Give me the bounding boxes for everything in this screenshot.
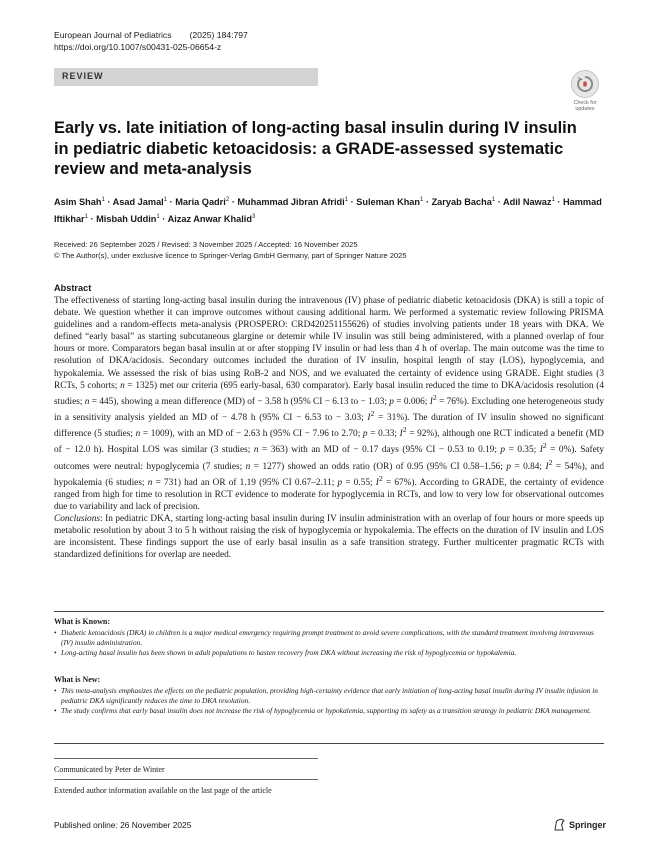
author-name[interactable]: Zaryab Bacha$^1$ [431,197,496,208]
footnote-rule [54,758,318,759]
author-name[interactable]: Maria Qadri$^2$ [175,197,230,208]
box-list-text: The study confirms that early basal insulin does not increase the risk of hypoglycemia or hypokalemia, supporting its safety as a transition strategy in pediatric DKA management. [61,706,592,715]
what-is-new-list [54,686,599,717]
abstract-conclusions [54,513,604,561]
author-name[interactable]: Muhammad Jibran Afridi$^1$ [237,197,349,208]
abstract-heading: Abstract [54,283,92,293]
author-name[interactable]: Asim Shah$^1$ [54,197,105,208]
check-for-updates-label: Check for updates [573,100,597,112]
bullet: • [54,628,57,637]
footnote-rule-2 [54,779,318,780]
box-list-item [54,648,599,658]
author-name[interactable]: Misbah Uddin$^1$ [96,214,160,225]
abstract-text: The effectiveness of starting long-acting basal insulin during the intravenous (IV) phase of pediatric diabetic ketoacidosis (DKA) is still a topic of debate. We question whether it can improve outcomes without causing additional harm. We performed a systematic review following PRISMA guidelines and a random-effects meta-analysis (PROSPERO: CRD420251155626) of studies involving patients under 18 years with DKA. We defined “early basal” as starting subcutaneous glargine or detemir while IV insulin was still being administered, with a planned overlap of four hours or more. Comparators began basal insulin at or after stopping IV insulin or had less than 4 h of overlap. The main outcome was the time to resolution of DKA/acidosis. Secondary outcomes included the duration of IV insulin, hospital length of stay (LOS), hypoglycemia, and hypokalemia. We assessed the risk of bias using RoB-2 and NOS, and we evaluated the certainty of evidence using GRADE. Eight studies (3 RCTs, 5 cohorts; n = 1325) met our criteria (695 early-basal, 630 comparator). Early basal insulin reduced the time to DKA/acidosis resolution (4 studies; n = 445), showing a mean difference (MD) of − 3.58 h (95% CI − 6.13 to − 1.03; p = 0.006; $I^2 = 76\%$). Excluding one heterogeneous study in a sensitivity analysis yielded an MD of − 4.78 h (95% CI − 6.53 to − 3.03; $I^2 = 31\%$). The duration of IV insulin showed no significant difference (5 studies; n = 1009), with an MD of − 2.63 h (95% CI − 7.96 to 2.70; p = 0.33; $I^2 = 92\%$), although one RCT indicated a benefit (MD of − 12.0 h). Hospital LOS was similar (3 studies; n = 363) with an MD of − 0.17 days (95% CI − 0.53 to 0.19; p = 0.35; $I^2 = 0\%$). Safety outcomes were neutral: hypoglycemia (7 studies; n = 1277) showed an odds ratio (OR) of 0.95 (95% CI 0.58–1.56; p = 0.84; $I^2 = 54\%$), and hypokalemia (6 studies; n = 731) had an OR of 1.19 (95% CI 0.67–2.11; p = 0.55; $I^2 = 67\%$). According to GRADE, the certainty of evidence ranged from high for time to resolution in RCT evidence to moderate for hypoglycemia in RCTs, and low to very low for observational outcomes due to variability and lack of precision. [54,296,604,512]
author-affiliation-mark: 1 [491,197,496,203]
author-affiliation-mark: 2 [225,197,230,203]
box-list-item [54,686,599,705]
journal-issue: (2025) 184:797 [189,30,248,40]
communicated-by: Communicated by Peter de Winter [54,765,165,774]
springer-horse-icon [553,818,566,831]
publisher-name: Springer [569,819,607,830]
journal-header [54,30,248,53]
bullet: • [54,706,57,715]
what-is-known-heading: What is Known: [54,617,111,626]
author-name[interactable]: Adil Nawaz$^1$ [503,197,555,208]
author-name[interactable]: Suleman Khan$^1$ [356,197,424,208]
author-name[interactable]: Asad Jamal$^1$ [112,197,168,208]
author-affiliation-mark: 1 [551,197,555,203]
author-affiliation-mark: 1 [420,197,424,203]
published-online: Published online: 26 November 2025 [54,820,192,830]
copyright-line: © The Author(s), under exclusive licence to Springer-Verlag GmbH Germany, part of Springer Nature 2025 [54,250,407,260]
article-dates [54,240,609,261]
author-list: Asim Shah$^1$ · Asad Jamal$^1$ · Maria Qadri$^2$ · Muhammad Jibran Afridi$^1$ · Suleman Khan$^1$ · Zaryab Bacha$^1$ · Adil Nawaz$^1$ · Hammad Iftikhar$^1$ · Misbah Uddin$^1$ · Aizaz Anwar Khalid$^3$ [54,197,602,225]
author-affiliation-mark: 1 [84,214,88,221]
bullet: • [54,686,57,695]
author-affiliation-mark: 1 [156,214,160,221]
box-list-text: Long-acting basal insulin has been shown in adult populations to hasten recovery from DKA without increasing the risk of hypoglycemia or hypokalemia. [61,648,517,657]
doi-link[interactable]: https://doi.org/10.1007/s00431-025-06654-z [54,41,222,52]
check-for-updates-icon [571,70,599,98]
what-is-known-list [54,628,599,659]
box-bottom-rule [54,743,604,744]
article-title: Early vs. late initiation of long-acting basal insulin during IV insulin in pediatric diabetic ketoacidosis: a GRADE-assessed systematic review and meta-analysis [54,119,577,178]
conclusions-label: Conclusions [54,514,100,525]
author-name[interactable]: Hammad Iftikhar$^1$ [54,197,602,225]
bullet: • [54,648,57,657]
box-list-text: Diabetic ketoacidosis (DKA) in children is a major medical emergency requiring prompt treatment to avoid severe complications, with the standard treatment involving intravenous (IV) insulin administration. [61,628,594,647]
journal-name: European Journal of Pediatrics [54,30,172,40]
box-list-text: This meta-analysis emphasizes the effects on the pediatric population, providing high-certainty evidence that early initiation of long-acting basal insulin during IV insulin infusion in pediatric DKA significantly reduces the time to DKA resolution. [61,686,598,705]
check-for-updates-badge[interactable] [565,70,605,112]
what-is-new-heading: What is New: [54,675,101,684]
box-list-item [54,706,599,716]
article-type-bar [54,68,318,86]
publisher-logo [553,818,606,831]
conclusions-text: : In pediatric DKA, starting long-acting basal insulin during IV insulin administration with an overlap of four hours or more speeds up metabolic resolution by about 3 to 5 h without raising the risk of hypoglycemia or hypokalemia. The effects on the duration of IV insulin and LOS are inconsistent. These findings support the use of early basal insulin as a safe transition strategy. Further multicenter pragmatic RCTs with standardized definitions for overlap are needed. [54,514,604,561]
history-dates: Received: 26 September 2025 / Revised: 3 November 2025 / Accepted: 16 November 2025 [54,240,358,249]
article-type: REVIEW [62,71,104,81]
author-affiliation-mark: 1 [344,197,349,203]
box-list-item [54,628,599,647]
box-top-rule [54,611,604,612]
extended-author-info: Extended author information available on the last page of the article [54,786,272,795]
author-name[interactable]: Aizaz Anwar Khalid$^3$ [167,214,256,225]
author-affiliation-mark: 1 [101,197,105,203]
author-affiliation-mark: 3 [251,214,256,221]
author-affiliation-mark: 1 [163,197,168,203]
abstract-body [54,295,604,561]
